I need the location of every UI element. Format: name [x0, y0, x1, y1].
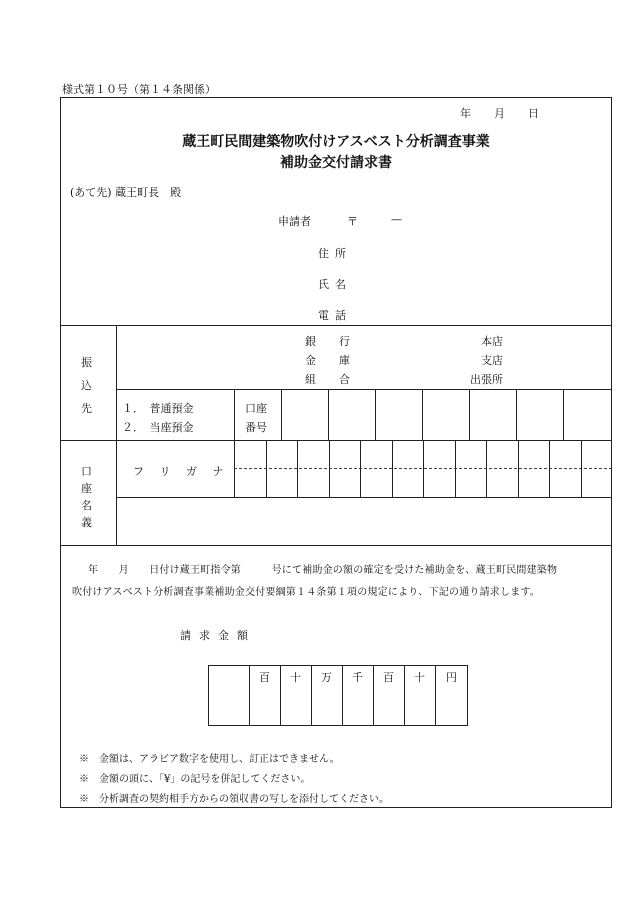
bank-type-kumiai: 組 合 [305, 373, 356, 386]
form-title-line2: 補助金交付請求書 [280, 155, 392, 171]
holder-bottom-line [60, 545, 612, 546]
amount-unit-man: 万 [321, 671, 332, 684]
holder-label-4: 義 [81, 516, 92, 529]
branch-main: 本店 [481, 335, 503, 348]
account-digit-divider [516, 389, 517, 440]
amount-unit-juu: 十 [414, 671, 425, 684]
amount-unit-juu-man: 十 [290, 671, 301, 684]
request-text-line1: 年 月 日付け蔵王町指令第 号にて補助金の額の確定を受けた補助金を、蔵王町民間建築物 [88, 565, 558, 576]
holder-cell-divider [329, 440, 330, 497]
bank-type-bank: 銀 行 [305, 335, 356, 348]
account-type-current: ２． 当座預金 [122, 421, 194, 434]
note-3: ※ 分析調査の契約相手方からの領収書の写しを添付してください。 [79, 794, 389, 805]
holder-label-1: 口 [81, 465, 92, 478]
amount-unit-sen: 千 [352, 671, 363, 684]
holder-cell-divider [455, 440, 456, 497]
branch-office: 出張所 [470, 373, 503, 386]
account-digit-divider [469, 389, 470, 440]
note-2: ※ 金額の頭に、「¥」の記号を併記してください。 [79, 774, 311, 785]
postal-mark: 〒 [347, 215, 358, 228]
request-text-line2: 吹付けアスベスト分析調査事業補助金交付要綱第１４条第１項の規定により、下記の通り請求します。 [72, 587, 540, 598]
transfer-label-3: 先 [81, 402, 92, 415]
holder-cell-divider [297, 440, 298, 497]
account-type-ordinary: １． 普通預金 [122, 402, 194, 415]
account-no-label-2: 番号 [245, 421, 267, 434]
amount-unit-hyaku: 百 [383, 671, 394, 684]
transfer-label-1: 振 [81, 356, 92, 369]
account-digit-divider [375, 389, 376, 440]
amount-label: 請求金額 [180, 629, 256, 642]
account-digit-divider [422, 389, 423, 440]
holder-cell-divider [392, 440, 393, 497]
addressee: (あて先) 蔵王町長 殿 [70, 186, 182, 199]
account-divider [234, 389, 235, 440]
date-year: 年 [460, 107, 471, 120]
furigana-bottom-line [116, 497, 612, 498]
date-month: 月 [494, 107, 505, 120]
holder-label-3: 名 [81, 499, 92, 512]
branch-sub: 支店 [481, 354, 503, 367]
account-digit-divider [328, 389, 329, 440]
account-digit-divider [563, 389, 564, 440]
account-no-label-1: 口座 [245, 402, 267, 415]
holder-cell-divider [518, 440, 519, 497]
amount-unit-hyaku-man: 百 [259, 671, 270, 684]
note-1: ※ 金額は、アラビア数字を使用し、訂正はできません。 [79, 754, 340, 765]
holder-cell-divider [266, 440, 267, 497]
holder-cell-divider [581, 440, 582, 497]
holder-cell-divider [423, 440, 424, 497]
postal-dash: — [391, 213, 402, 226]
bank-mid-line [116, 389, 612, 390]
furigana-label: フ リ ガ ナ [133, 465, 230, 478]
bank-top-line [60, 325, 612, 326]
holder-cell-divider [360, 440, 361, 497]
holder-cell-divider [486, 440, 487, 497]
label-column-line [116, 325, 117, 545]
form-number: 様式第１０号（第１４条関係） [62, 83, 216, 96]
address-label: 住所 [318, 247, 352, 260]
amount-unit-en: 円 [446, 671, 457, 684]
bank-type-shinkin: 金 庫 [305, 354, 356, 367]
account-digit-divider [281, 389, 282, 440]
holder-top-line [60, 440, 612, 441]
form-title-line1: 蔵王町民間建築物吹付けアスベスト分析調査事業 [182, 134, 490, 150]
phone-label: 電話 [318, 309, 352, 322]
holder-label-2: 座 [81, 482, 92, 495]
name-label: 氏名 [318, 278, 352, 291]
date-day: 日 [528, 107, 539, 120]
applicant-label: 申請者 [278, 215, 311, 228]
transfer-label-2: 込 [81, 379, 92, 392]
holder-cell-divider [549, 440, 550, 497]
